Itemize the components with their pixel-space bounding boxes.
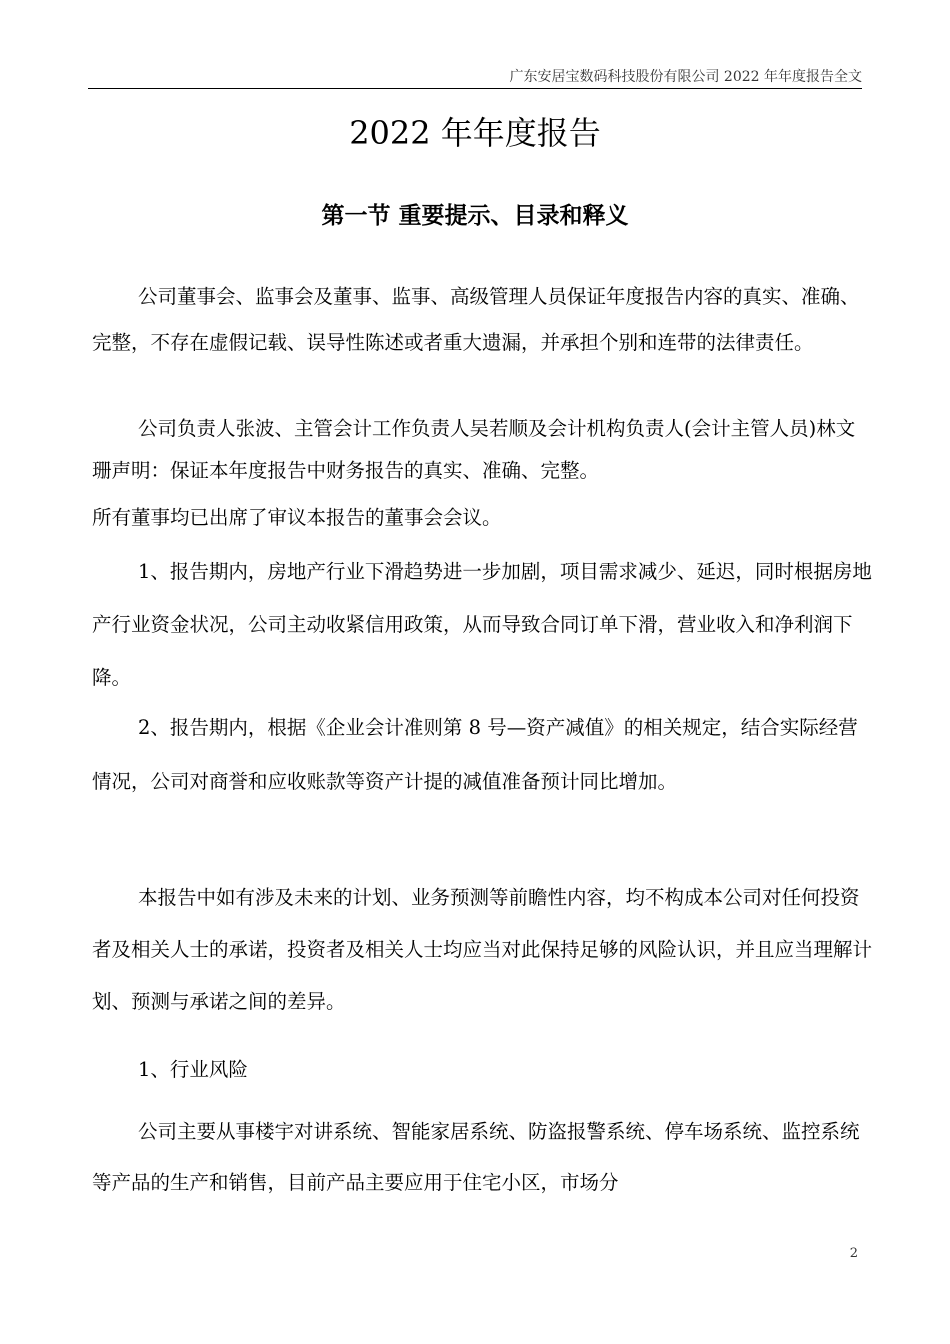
section-title: 第一节 重要提示、目录和释义: [321, 202, 629, 229]
paragraph-responsible-persons: 公司负责人张波、主管会计工作负责人吴若顺及会计机构负责人(会计主管人员)林文珊声明：保证本年度报告中财务报告的真实、准确、完整。: [92, 417, 856, 482]
paragraph-risk-impairment: 2、报告期内，根据《企业会计准则第 8 号—资产减值》的相关规定，结合实际经营情况，公司对商誉和应收账款等资产计提的减值准备预计同比增加。: [92, 716, 858, 793]
paragraph-board-guarantee: 公司董事会、监事会及董事、监事、高级管理人员保证年度报告内容的真实、准确、完整，不存在虚假记载、误导性陈述或者重大遗漏，并承担个别和连带的法律责任。: [92, 285, 860, 354]
header-divider: [88, 88, 862, 89]
paragraph-risk-real-estate: 1、报告期内，房地产行业下滑趋势进一步加剧，项目需求减少、延迟，同时根据房地产行业资金状况，公司主动收紧信用政策，从而导致合同订单下滑，营业收入和净利润下降。: [92, 560, 872, 689]
paragraph-forward-looking: 本报告中如有涉及未来的计划、业务预测等前瞻性内容，均不构成本公司对任何投资者及相关人士的承诺，投资者及相关人士均应当对此保持足够的风险认识，并且应当理解计划、预测与承诺之间的差异。: [92, 886, 873, 1013]
running-header: 广东安居宝数码科技股份有限公司 2022 年年度报告全文: [509, 69, 862, 85]
heading-industry-risk: 1、行业风险: [138, 1058, 248, 1081]
report-title: 2022 年年度报告: [349, 114, 601, 152]
page-number: 2: [849, 1246, 858, 1261]
paragraph-main-business: 公司主要从事楼宇对讲系统、智能家居系统、防盗报警系统、停车场系统、监控系统等产品的生产和销售，目前产品主要应用于住宅小区，市场分: [92, 1120, 860, 1194]
paragraph-directors-attendance: 所有董事均已出席了审议本报告的董事会会议。: [92, 506, 502, 529]
